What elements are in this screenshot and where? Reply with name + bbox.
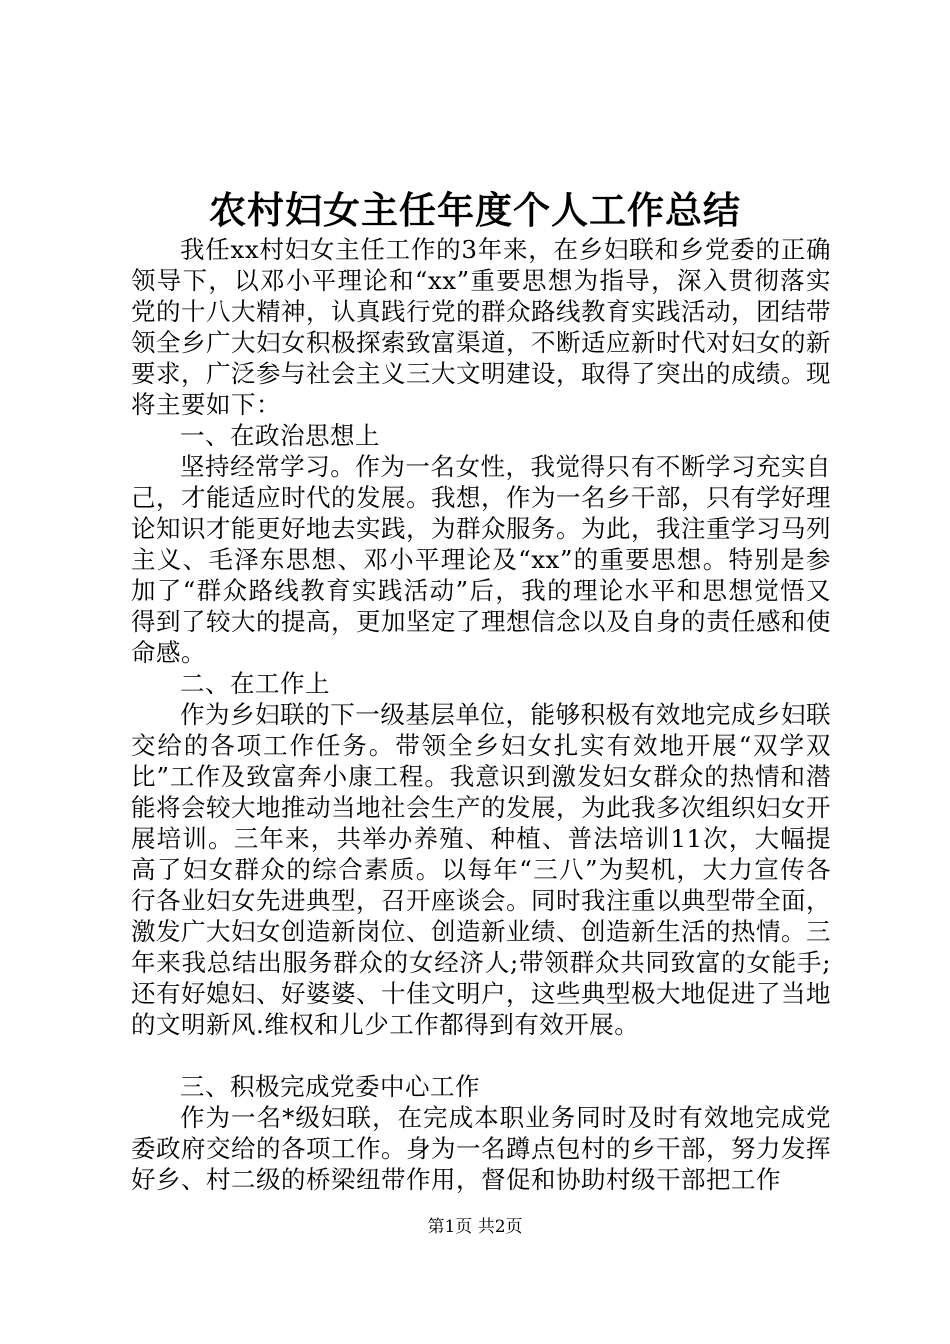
document-title: 农村妇女主任年度个人工作总结: [209, 188, 741, 232]
section-paragraph-2: 作为乡妇联的下一级基层单位，能够积极有效地完成乡妇联交给的各项工作任务。带领全乡妇女扎实有效地开展“双学双比”工作及致富奔小康工程。我意识到激发妇女群众的热情和潜能将会较大地推动当地社会生产的发展，为此我多次组织妇女开展培训。三年来，共举办养殖、种植、普法培训11次，大幅提高了妇女群众的综合素质。以每年“三八”为契机，大力宣传各行各业妇女先进典型，召开座谈会。同时我注重以典型带全面，激发广大妇女创造新岗位、创造新业绩、创造新生活的热情。三年来我总结出服务群众的女经济人;带领群众共同致富的女能手;还有好媳妇、好婆婆、十佳文明户，这些典型极大地促进了当地的文明新风.维权和儿少工作都得到有效开展。: [131, 700, 831, 1039]
section-heading-1: 一、在政治思想上: [180, 421, 380, 450]
section-paragraph-3: 作为一名*级妇联，在完成本职业务同时及时有效地完成党委政府交给的各项工作。身为一名蹲点包村的乡干部，努力发挥好乡、村二级的桥梁纽带作用，督促和协助村级干部把工作: [131, 1103, 831, 1194]
section-paragraph-1: 坚持经常学习。作为一名女性，我觉得只有不断学习充实自己，才能适应时代的发展。我想，作为一名乡干部，只有学好理论知识才能更好地去实践，为群众服务。为此，我注重学习马列主义、毛泽东思想、邓小平理论及“xx”的重要思想。特别是参加了“群众路线教育实践活动”后，我的理论水平和思想觉悟又得到了较大的提高，更加坚定了理想信念以及自身的责任感和使命感。: [131, 452, 831, 667]
page-footer: 第1页 共2页: [427, 1217, 523, 1237]
intro-paragraph: 我任xx村妇女主任工作的3年来，在乡妇联和乡党委的正确领导下，以邓小平理论和“xx”重要思想为指导，深入贯彻落实党的十八大精神，认真践行党的群众路线教育实践活动，团结带领全乡广大妇女积极探索致富渠道，不断适应新时代对妇女的新要求，广泛参与社会主义三大文明建设，取得了突出的成绩。现将主要如下：: [131, 235, 831, 419]
paragraph-spacer: [131, 1040, 831, 1071]
section-heading-3: 三、积极完成党委中心工作: [180, 1072, 480, 1101]
section-heading-2: 二、在工作上: [180, 669, 330, 698]
document-body: [131, 234, 831, 1195]
